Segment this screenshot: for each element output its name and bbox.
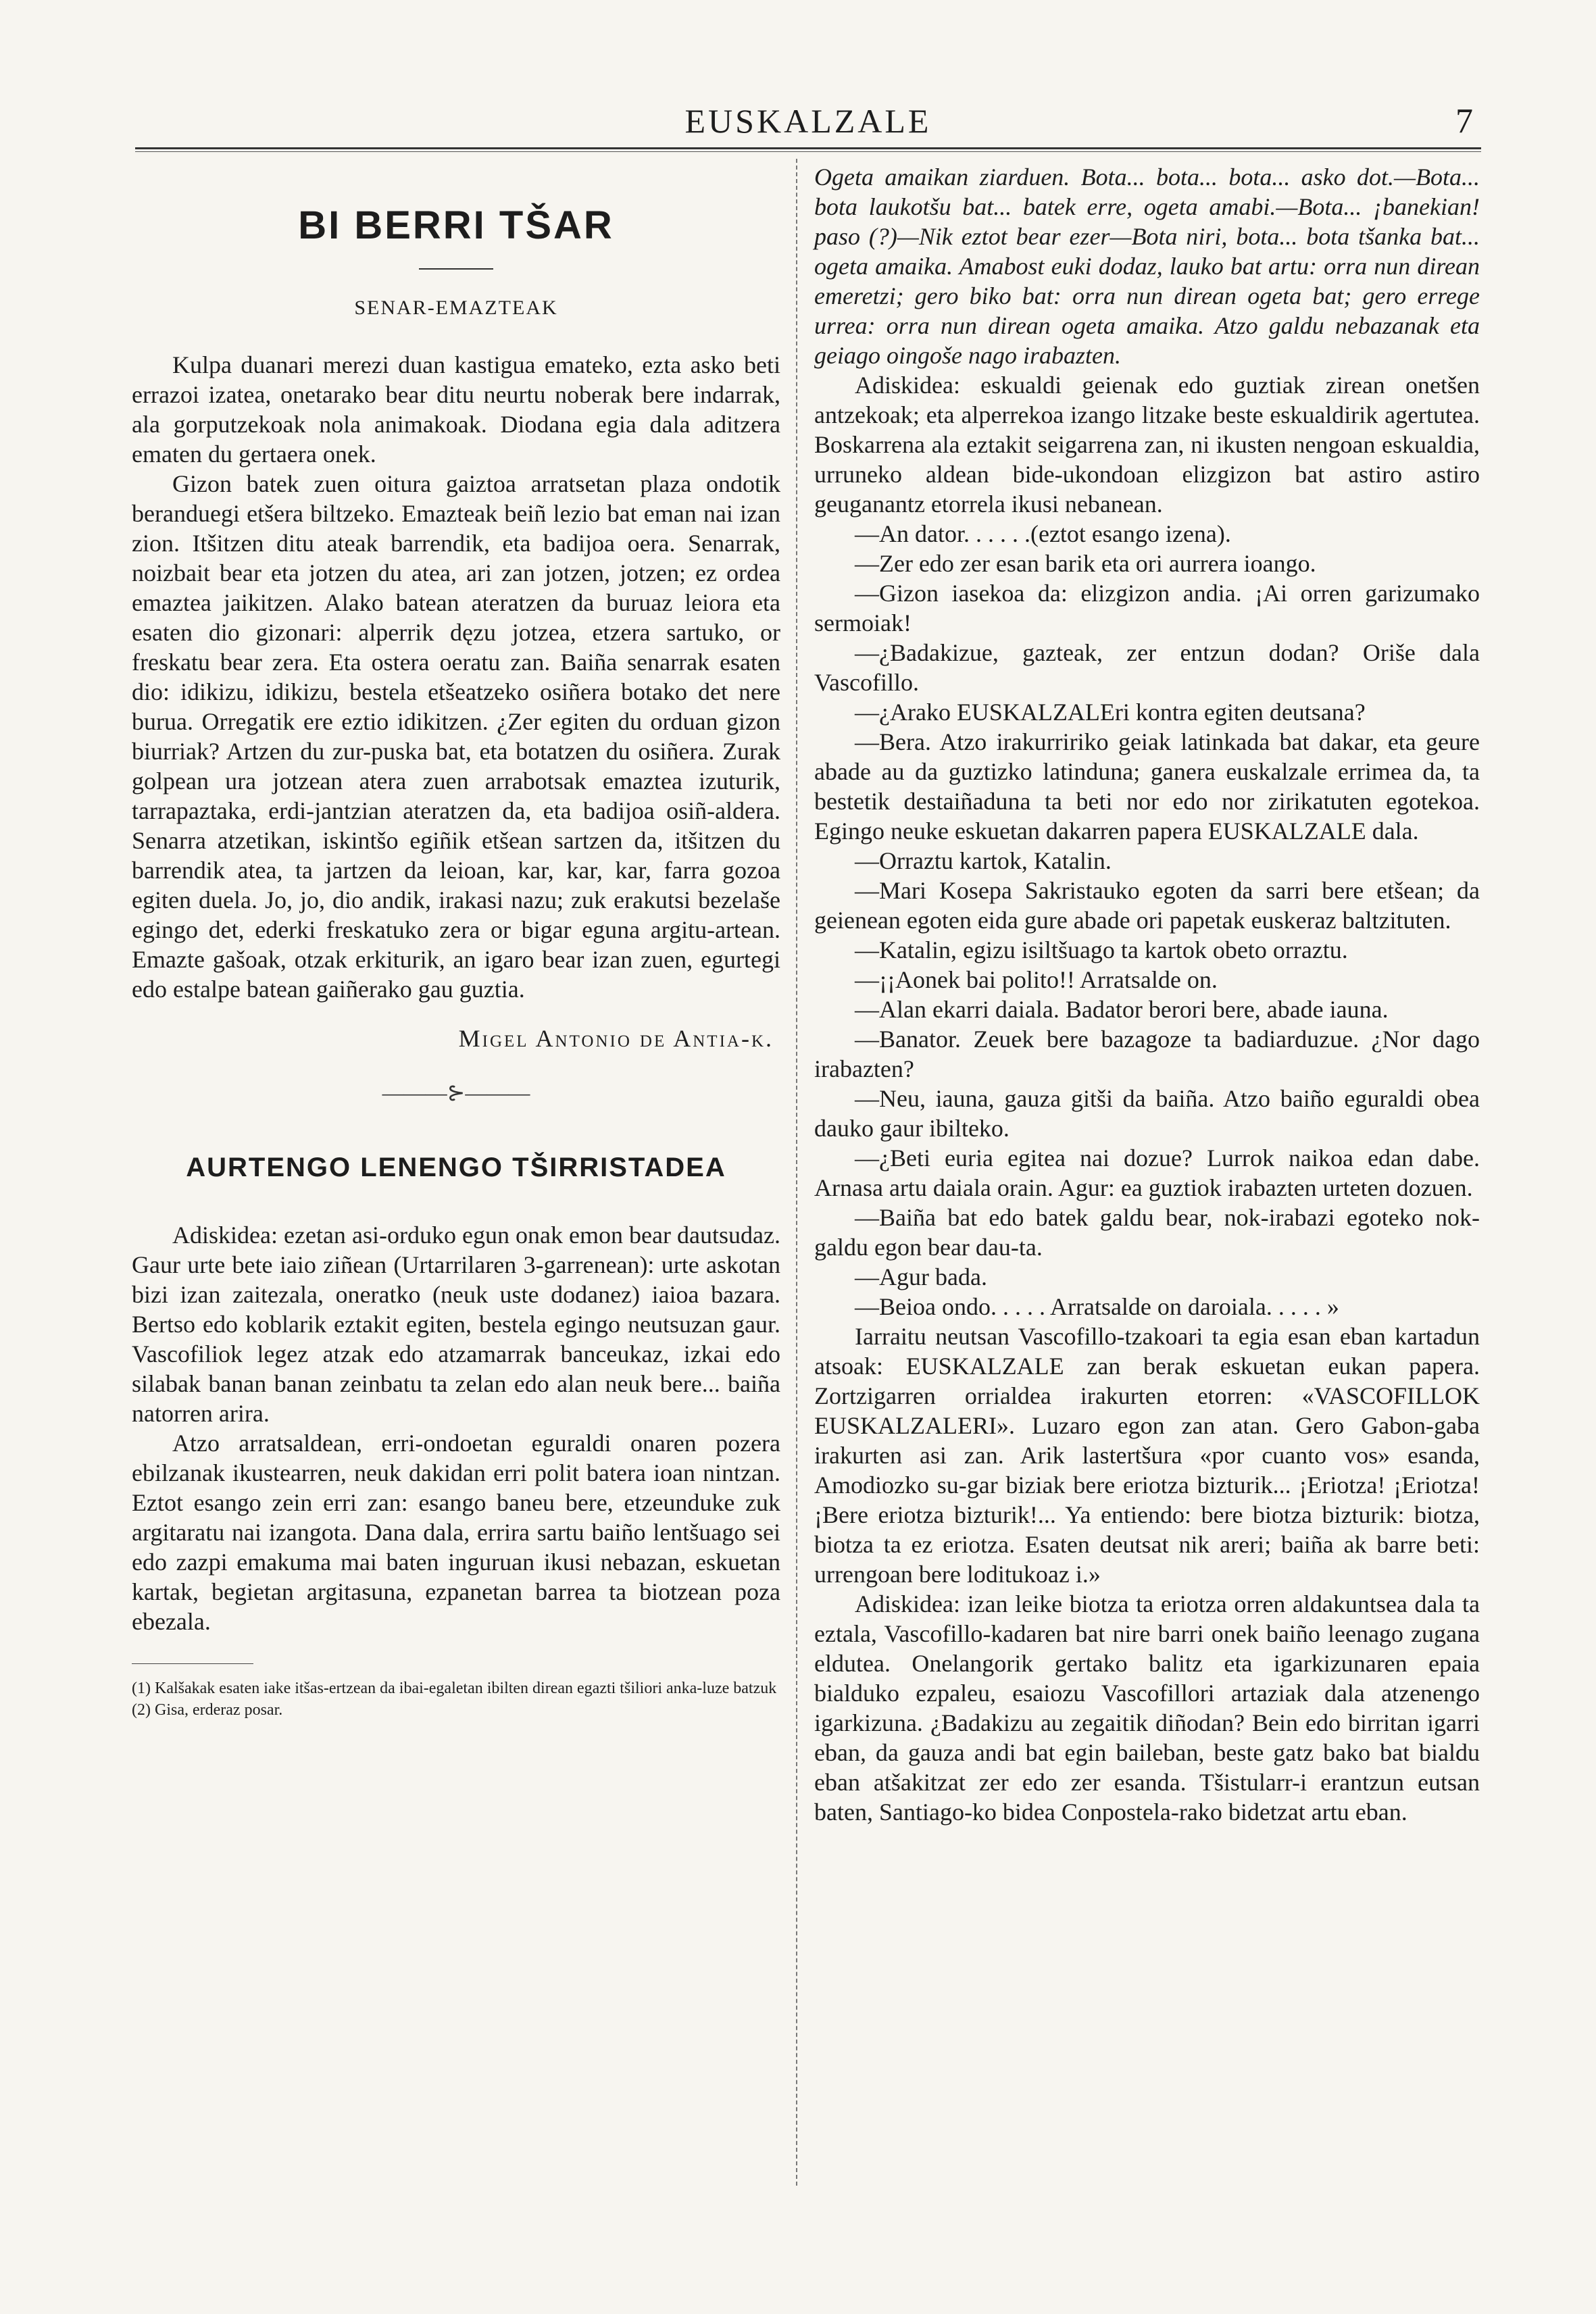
dialog-line: —¿Beti euria egitea nai dozue? Lurrok naikoa edan dabe. Arnasa artu daiala orain. Agur: ea guztiok irabazten urteten dozuen. bbox=[814, 1145, 1480, 1201]
page-header bbox=[135, 101, 1481, 142]
dialog-line: —Gizon iasekoa da: elizgizon andia. ¡Ai orren garizumako sermoiak! bbox=[814, 580, 1480, 636]
dialog-line: —¿Arako EUSKALZALEri kontra egiten deutsana? bbox=[855, 699, 1366, 726]
title-rule bbox=[419, 268, 493, 270]
footnote: (1) Kalšakak esaten iake itšas-ertzean da ibai-egaletan ibilten direan egazti tšiliori anka-luze batzuk bbox=[132, 1680, 777, 1697]
article-title: BI BERRI TŠAR bbox=[298, 203, 614, 247]
paragraph: Adiskidea: eskualdi geienak edo guztiak zirean onetšen antzekoak; eta alperrekoa izango litzake beste eskualdirik agertutea. Boskarrena ala eztakit seigarrena zan, ni ikusten nengoan eskualdia, urruneko aldean bide-ukondoan elizgizon bat astiro astiro geuganantz etorrela ikusi nebanean. bbox=[814, 372, 1480, 518]
dialog-line: —Katalin, egizu isiltšuago ta kartok obeto orraztu. bbox=[855, 936, 1348, 963]
section-ornament: ———⊱——— bbox=[382, 1080, 530, 1105]
column-divider bbox=[796, 159, 797, 2186]
author-signature: Migel Antonio de Antia-k. bbox=[458, 1025, 774, 1052]
header-rule-thin bbox=[135, 151, 1481, 152]
paragraph: Adiskidea: izan leike biotza ta eriotza orren aldakuntsea dala ta eztala, Vascofillo-kadaren bat nire barri onek baiño leenago zugana eldutea. Onelangorik gertako balitz eta igarkizunaren epaia bialduko ezpaleu, esaiozu Vascofillori artaziak dala atzenengo igarkizuna. ¿Badakizu au zegaitik diñodan? Bein edo birritan igarri eban, da gauza andi bat egin baileban, beste gatz bako bat bialdu eban atšakitzat zer edo zer esanda. Tšistularr-i erantzun eutsan baten, Santiago-ko bidea Conpostela-rako bidetzat artu eban. bbox=[814, 1590, 1480, 1826]
dialog-line: —Agur bada. bbox=[855, 1263, 987, 1290]
dialog-line: —An dator. . . . . .(eztot esango izena). bbox=[855, 520, 1231, 547]
page-number: 7 bbox=[1455, 102, 1473, 141]
dialog-line: —Beioa ondo. . . . . Arratsalde on daroiala. . . . . » bbox=[855, 1293, 1339, 1320]
paragraph: Kulpa duanari merezi duan kastigua emateko, ezta asko beti errazoi izatea, onetarako bear ditu neurtu noberak bere indarrak, ala gorputzekoak nola animakoak. Diodana egia dala aditzera ematen du gertaera onek. bbox=[132, 351, 780, 468]
footnote-rule bbox=[132, 1663, 253, 1664]
paragraph-italic: Ogeta amaikan ziarduen. Bota... bota... bota... asko dot.—Bota... bota laukotšu bat... batek erre, ogeta amabi.—Bota... ¡banekian! paso (?)—Nik eztot bear ezer—Bota niri, bota... bota tšanka bat... ogeta amaika. Amabost euki dodaz, lauko bat artu: orra nun direan emeretzi; gero biko bat: orra nun direan ogeta bat; gero errege urrea: orra nun direan ogeta amaika. Atzo galdu nebazanak eta geiago oingoše nago irabazten. bbox=[814, 164, 1480, 369]
dialog-line: —Zer edo zer esan barik eta ori aurrera ioango. bbox=[855, 550, 1316, 577]
dialog-line: —Baiña bat edo batek galdu bear, nok-irabazi egoteko nok-galdu egon bear dau-ta. bbox=[814, 1204, 1480, 1261]
dialog-line: —Mari Kosepa Sakristauko egoten da sarri bere etšean; da geienean egoten eida gure abade ori papetak euskeraz baltzituten. bbox=[814, 877, 1480, 934]
paragraph: Gizon batek zuen oitura gaiztoa arratsetan plaza ondotik beranduegi etšera biltzeko. Emazteak beiñ lezio bat eman nai izan zion. Itšitzen ditu ateak barrendik, eta badijoa oera. Senarrak, noizbait bear eta jotzen du atea, ari zan jotzen, jotzen; ez ordea emaztea jaikitzen. Alako batean ateratzen da buruaz leiora eta esaten dio gizonari: alperrik dęzu jotzea, etzera sartuko, or freskatu bear zera. Eta ostera oeratu zan. Baiña senarrak esaten dio: idikizu, idikizu, bestela etšeatzeko osiñera botako det nere burua. Orregatik ere eztio idikitzen. ¿Zer egiten du orduan gizon biurriak? Artzen du zur-puska bat, eta botatzen du osiñera. Zurak golpean ura jotzean atera zuen arrabotsak emaztea izuturik, tarrapaztaka, erdi-jantzian ateratzen da, eta badijoa osiñ-aldera. Senarra atzetikan, iskintšo egiñik etšean sartzen da, itšitzen du barrendik atea, ta jartzen da leioan, kar, kar, kar, farra gozoa egiten duela. Jo, jo, dio andik, irakasi nazu; zuk erakutsi bezelaše egingo det, ederki freskatuko zera or bigar eguna argitu-artean. Emazte gašoak, otzak erkiturik, an igaro bear izan zuen, egurtegi edo estalpe batean gaiñerako gau guztia. bbox=[132, 470, 780, 1003]
paragraph: Adiskidea: ezetan asi-orduko egun onak emon bear dautsudaz. Gaur urte bete iaio ziñean (Urtarrilaren 3-garrenean): urte askotan bizi izan zaitezala, oneratko (neuk uste dodanez) iaioa bazara. Bertso edo koblarik eztakit egiten, bestela egingo neutsuzan gaur. Vascofiliok legez atzak edo atzamarrak banceukaz, izkai edo silabak banan banan zeinbatu ta zelan edo alan neuk bere... baiña natorren arira. bbox=[132, 1222, 780, 1427]
dialog-line: —¡¡Aonek bai polito!! Arratsalde on. bbox=[855, 966, 1218, 993]
dialog-line: —Alan ekarri daiala. Badator berori bere, abade iauna. bbox=[855, 996, 1389, 1023]
left-column bbox=[132, 162, 780, 1721]
dialog-line: —Bera. Atzo irakurririko geiak latinkada bat dakar, eta geure abade au da guztizko latinduna; ganera euskalzale errimea da, ta bestetik destaiñaduna ta beti nor edo nor zirikatuten egotekoa. Egingo neuke eskuetan dakarren papera EUSKALZALE dala. bbox=[814, 728, 1480, 845]
dialog-line: —¿Badakizue, gazteak, zer entzun dodan? Oriše dala Vascofillo. bbox=[814, 639, 1480, 696]
paragraph: Iarraitu neutsan Vascofillo-tzakoari ta egia esan eban kartadun atsoak: EUSKALZALE zan berak eskuetan eukan papera. Zortzigarren orrialdea irakurten etorren: «VASCOFILLOK EUSKALZALERI». Luzaro egon zan atan. Gero Gabon-gaba irakurten asi zan. Arik lastertšura «por cuanto vos» esanda, Amodiozko su-gar biziak bere eriotza bizturik... ¡Eriotza! ¡Eriotza! ¡Bere eriotza bizturik!... Ya entiendo: bere biotza bizturik: biotza, biotza ta ez eriotza. Esaten deutsat nik areri; baiña ak barre beti: urrengoan bere loditukoaz i.» bbox=[814, 1323, 1480, 1588]
right-column bbox=[814, 162, 1480, 1827]
journal-title: EUSKALZALE bbox=[684, 102, 932, 140]
footnote: (2) Gisa, erderaz posar. bbox=[132, 1701, 283, 1719]
header-rule bbox=[135, 147, 1481, 149]
dialog-line: —Orraztu kartok, Katalin. bbox=[855, 847, 1112, 874]
dialog-line: —Neu, iauna, gauza gitši da baiña. Atzo baiño eguraldi obea dauko gaur ibilteko. bbox=[814, 1085, 1480, 1142]
article-subtitle: SENAR-EMAZTEAK bbox=[354, 297, 558, 319]
article-title: AURTENGO LENENGO TŠIRRISTADEA bbox=[186, 1153, 726, 1182]
dialog-line: —Banator. Zeuek bere bazagoze ta badiarduzue. ¿Nor dago irabazten? bbox=[814, 1026, 1480, 1082]
paragraph: Atzo arratsaldean, erri-ondoetan eguraldi onaren pozera ebilzanak ikustearren, neuk dakidan erri polit batera ioan nintzan. Eztot esango zein erri zan: esango baneu bere, etzeunduke zuk argitaratu nai izangota. Dana dala, errira sartu baiño lentšuago sei edo zazpi emakuma mai baten inguruan ikusi nebazan, eskuetan kartak, begietan argitasuna, ezpanetan barrea ta biotzean poza ebezala. bbox=[132, 1430, 780, 1635]
